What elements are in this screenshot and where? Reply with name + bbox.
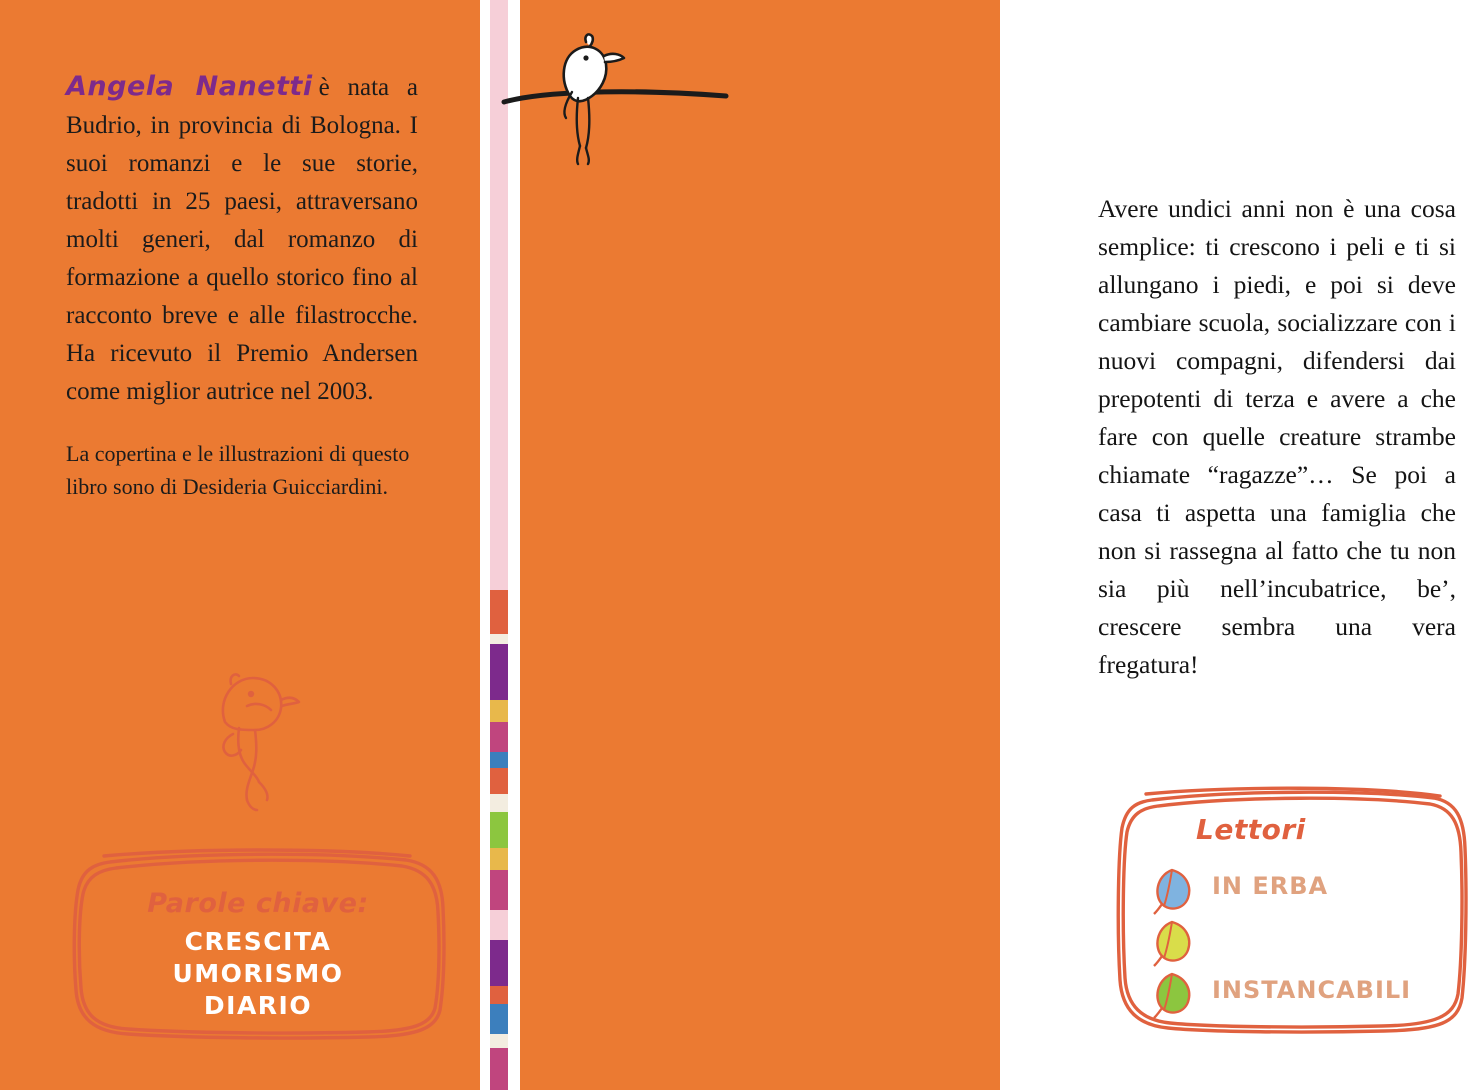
spine-band: [490, 910, 508, 940]
back-cover-blurb: Avere undici anni non è una cosa semplice: ti crescono i peli e ti si allungano i piedi, e poi si deve cambiare scuola, socializzare con i nuovi compagni, difendersi dai prepotenti di terza e avere a che fare con quelle creature strambe chiamate “ragazze”… Se poi a casa ti aspetta una famiglia che non si rassegna al fatto che tu non sia più nell’incubatrice, be’, crescere sembra una vera fregatura!: [1098, 194, 1456, 679]
spine-edge-left: [480, 0, 490, 1090]
reader-level-label: INSTANCABILI: [1212, 976, 1412, 1004]
author-bio-block: [66, 68, 418, 411]
author-name: Angela Nanetti: [66, 71, 313, 102]
keyword-item: UMORISMO: [172, 959, 344, 988]
spine-band: [490, 794, 508, 812]
keyword-item: DIARIO: [203, 991, 313, 1020]
spine-band: [490, 634, 508, 644]
spine-band: [490, 812, 508, 848]
spine-band: [490, 848, 508, 870]
bird-on-wire-icon: [500, 30, 760, 170]
spine-band: [490, 940, 508, 986]
spine-band: [490, 986, 508, 1004]
back-cover-panel: [0, 0, 480, 1090]
keywords-box: [68, 846, 448, 1041]
leaf-icon-blue: [1146, 864, 1198, 914]
bird-outline-icon: [195, 660, 315, 820]
author-bio-paragraph: [66, 68, 418, 411]
spine-band: [490, 644, 508, 700]
spine-color-bands: [490, 590, 508, 1090]
spine-band: [490, 590, 508, 634]
spine-band: [490, 1004, 508, 1034]
leaf-icon-green: [1146, 968, 1198, 1018]
keywords-list: [68, 926, 448, 1022]
keyword-item: CRESCITA: [184, 927, 332, 956]
spine-band: [490, 752, 508, 768]
readers-title: Lettori: [1196, 813, 1306, 846]
spine-band: [490, 700, 508, 722]
front-cover-panel: [520, 0, 1456, 1090]
keywords-title: Parole chiave:: [147, 888, 369, 919]
reader-level-label: IN ERBA: [1212, 872, 1329, 900]
spine-band: [490, 768, 508, 794]
spine-band: [490, 870, 508, 910]
reader-level-in-erba: [1138, 864, 1458, 914]
reader-level-instancabili: [1138, 968, 1458, 1018]
spine-band: [490, 1034, 508, 1048]
active-level-underline: [1212, 956, 1362, 959]
reader-level-in-gamba: [1138, 916, 1458, 966]
spine-band: [490, 722, 508, 752]
reader-level-label: IN GAMBA: [1212, 924, 1357, 952]
illustration-credits: La copertina e le illustrazioni di questo libro sono di Desideria Guicciardini.: [66, 441, 410, 499]
leaf-icon-yellow: [1146, 916, 1198, 966]
spine-band: [490, 1048, 508, 1090]
author-bio-text: è nata a Budrio, in provincia di Bologna. I suoi romanzi e le sue storie, tradotti in 25 paesi, attraversano molti generi, dal romanzo di formazione a quello storico fino al racconto breve e alle filastrocche. Ha ricevuto il Premio Andersen come miglior autrice nel 2003.: [66, 74, 418, 405]
readers-level-box: [1116, 786, 1468, 1036]
